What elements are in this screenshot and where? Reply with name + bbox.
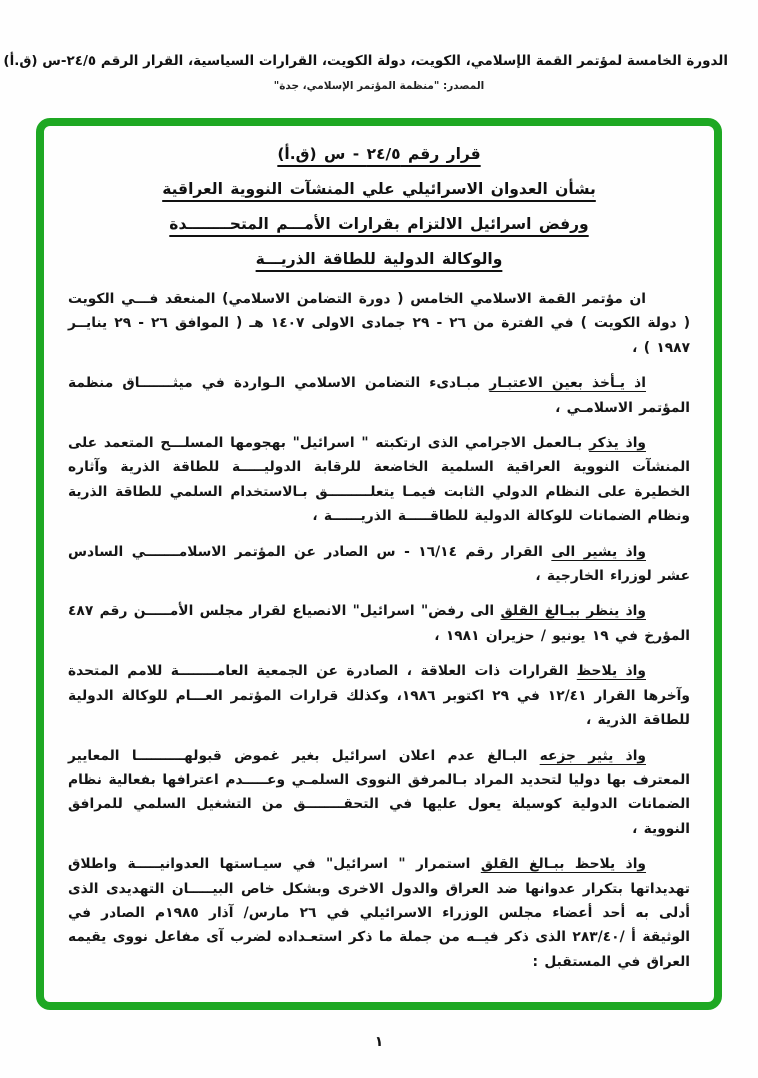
resolution-subject-line-3: والوكالة الدولية للطاقة الذريـــة [255, 250, 503, 268]
paragraph-considering [68, 371, 690, 420]
page-number: ١ [374, 1034, 384, 1050]
resolution-title-block [68, 142, 690, 271]
paragraph-alarm [68, 744, 690, 842]
paragraph-lead: واذ يلاحظ ببـالغ القلق [480, 856, 647, 873]
paragraph-text: القرارات ذات العلاقة ، الصادرة عن الجمعية العامــــــــة للامم المتحدة وآخرها القرار ١٢/٤١ في ٢٩ اكتوبر ١٩٨٦، وكذلك قرارات المؤتمر العـــام للوكالة الدولية للطاقة الذرية ، [68, 663, 690, 729]
paragraph-preamble [68, 287, 690, 360]
paragraph-text: البـالغ عدم اعلان اسرائيل بغير غموض قبولهــــــــــا المعايير المعترف بها دوليا لتحديد المراد بـالمرفق النووى السلمـي وعـــــدم اعترافها بفعالية نظام الضمانات الدولية كوسيلة يعول عليها في التحقــــــــق من التشغيل السلمي للمرافق النووية ، [68, 747, 690, 837]
paragraph-lead: واذ يلاحظ [576, 663, 646, 680]
resolution-number-line: قرار رقم ٢٤/٥ - س (ق.أ) [277, 145, 481, 163]
paragraph-text: مبـادىء التضامن الاسلامي الـواردة في ميثـــــــاق منظمة المؤتمر الاسلامـي ، [68, 375, 690, 416]
header-session-line: الدورة الخامسة لمؤتمر القمة الإسلامي، الكويت، دولة الكويت، القرارات السياسية، القرار الرقم ٢٤/٥-س (ق.أ) [3, 53, 728, 69]
paragraph-lead: واذ يثير جزعه [539, 747, 646, 764]
paragraph-text: استمرار " اسرائيل" في سيـاستها العدوانيـــــة واطلاق تهديداتها بتكرار عدوانها ضد العراق والدول الاخرى وبشكل خاص البيـــــان التهديدى الذى أدلى به أحد أعضاء مجلس الوزراء الاسرائيلي في ٢٦ مارس/ آذار ١٩٨٥م الصادر في الوثيقة أ /٢٨٣/٤٠ الذى ذكر فيــه من جملة ما ذكر استعـداده لضرب آى مفاعل نووى يقيمه العراق في المستقبل : [68, 856, 691, 970]
paragraph-text: الى رفض" اسرائيل" الانصياع لقرار مجلس الأمـــــن رقم ٤٨٧ المؤرخ في ١٩ يونيو / حزيران ١٩٨١ ، [68, 603, 690, 644]
document-header [3, 50, 728, 92]
paragraph-text: القرار رقم ١٦/١٤ - س الصادر عن المؤتمر الاسلامـــــــي السادس عشر لوزراء الخارجية ، [68, 543, 690, 585]
paragraph-referring [68, 540, 690, 589]
paragraph-concern-refusal [68, 599, 690, 648]
paragraph-text: ان مؤتمر القمة الاسلامي الخامس ( دورة التضامن الاسلامي) المنعقد فـــي الكويت ( دولة الكويت ) في الفترة من ٢٦ - ٢٩ جمادى الاولى ١٤٠٧ هـ ( الموافق ٢٦ - ٢٩ ينايــر ١٩٨٧ ) ، [68, 291, 690, 356]
paragraph-noting-resolutions [68, 659, 690, 732]
paragraph-lead: واذ يذكر [589, 435, 646, 452]
paragraph-lead: اذ يـأخذ بعين الاعتبـار [489, 375, 646, 392]
resolution-subject-line: بشأن العدوان الاسرائيلي علي المنشآت النووية العراقية [162, 180, 596, 198]
paragraph-noting-aggression [68, 852, 690, 974]
header-source-line: المصدر: "منظمة المؤتمر الإسلامي، جدة" [273, 80, 485, 92]
resolution-body [68, 287, 690, 974]
resolution-border-frame [36, 118, 722, 1010]
paragraph-lead: واذ يشير الى [551, 543, 646, 560]
paragraph-lead: واذ ينظر ببـالغ القلق [500, 603, 646, 620]
paragraph-text: بـالعمل الاجرامي الذى ارتكبته " اسرائيل" بهجومها المسلـــح المتعمد على المنشآت النووية العراقية السلمية الخاضعة للرقابة الدوليـــــة للطاقة الذرية وآثاره الخطيرة على النظام الدولي الثابت فيمـا يتعلـــــــــق بـالاستخدام السلمي للطاقة الذرية ونظام الضمانات للوكالة الدولية للطاقـــــة الذريــــــة ، [68, 435, 690, 525]
paragraph-recalling [68, 431, 690, 529]
resolution-subject-line-2: ورفض اسرائيل الالتزام بقرارات الأمـــم المتحــــــــدة [169, 215, 589, 233]
